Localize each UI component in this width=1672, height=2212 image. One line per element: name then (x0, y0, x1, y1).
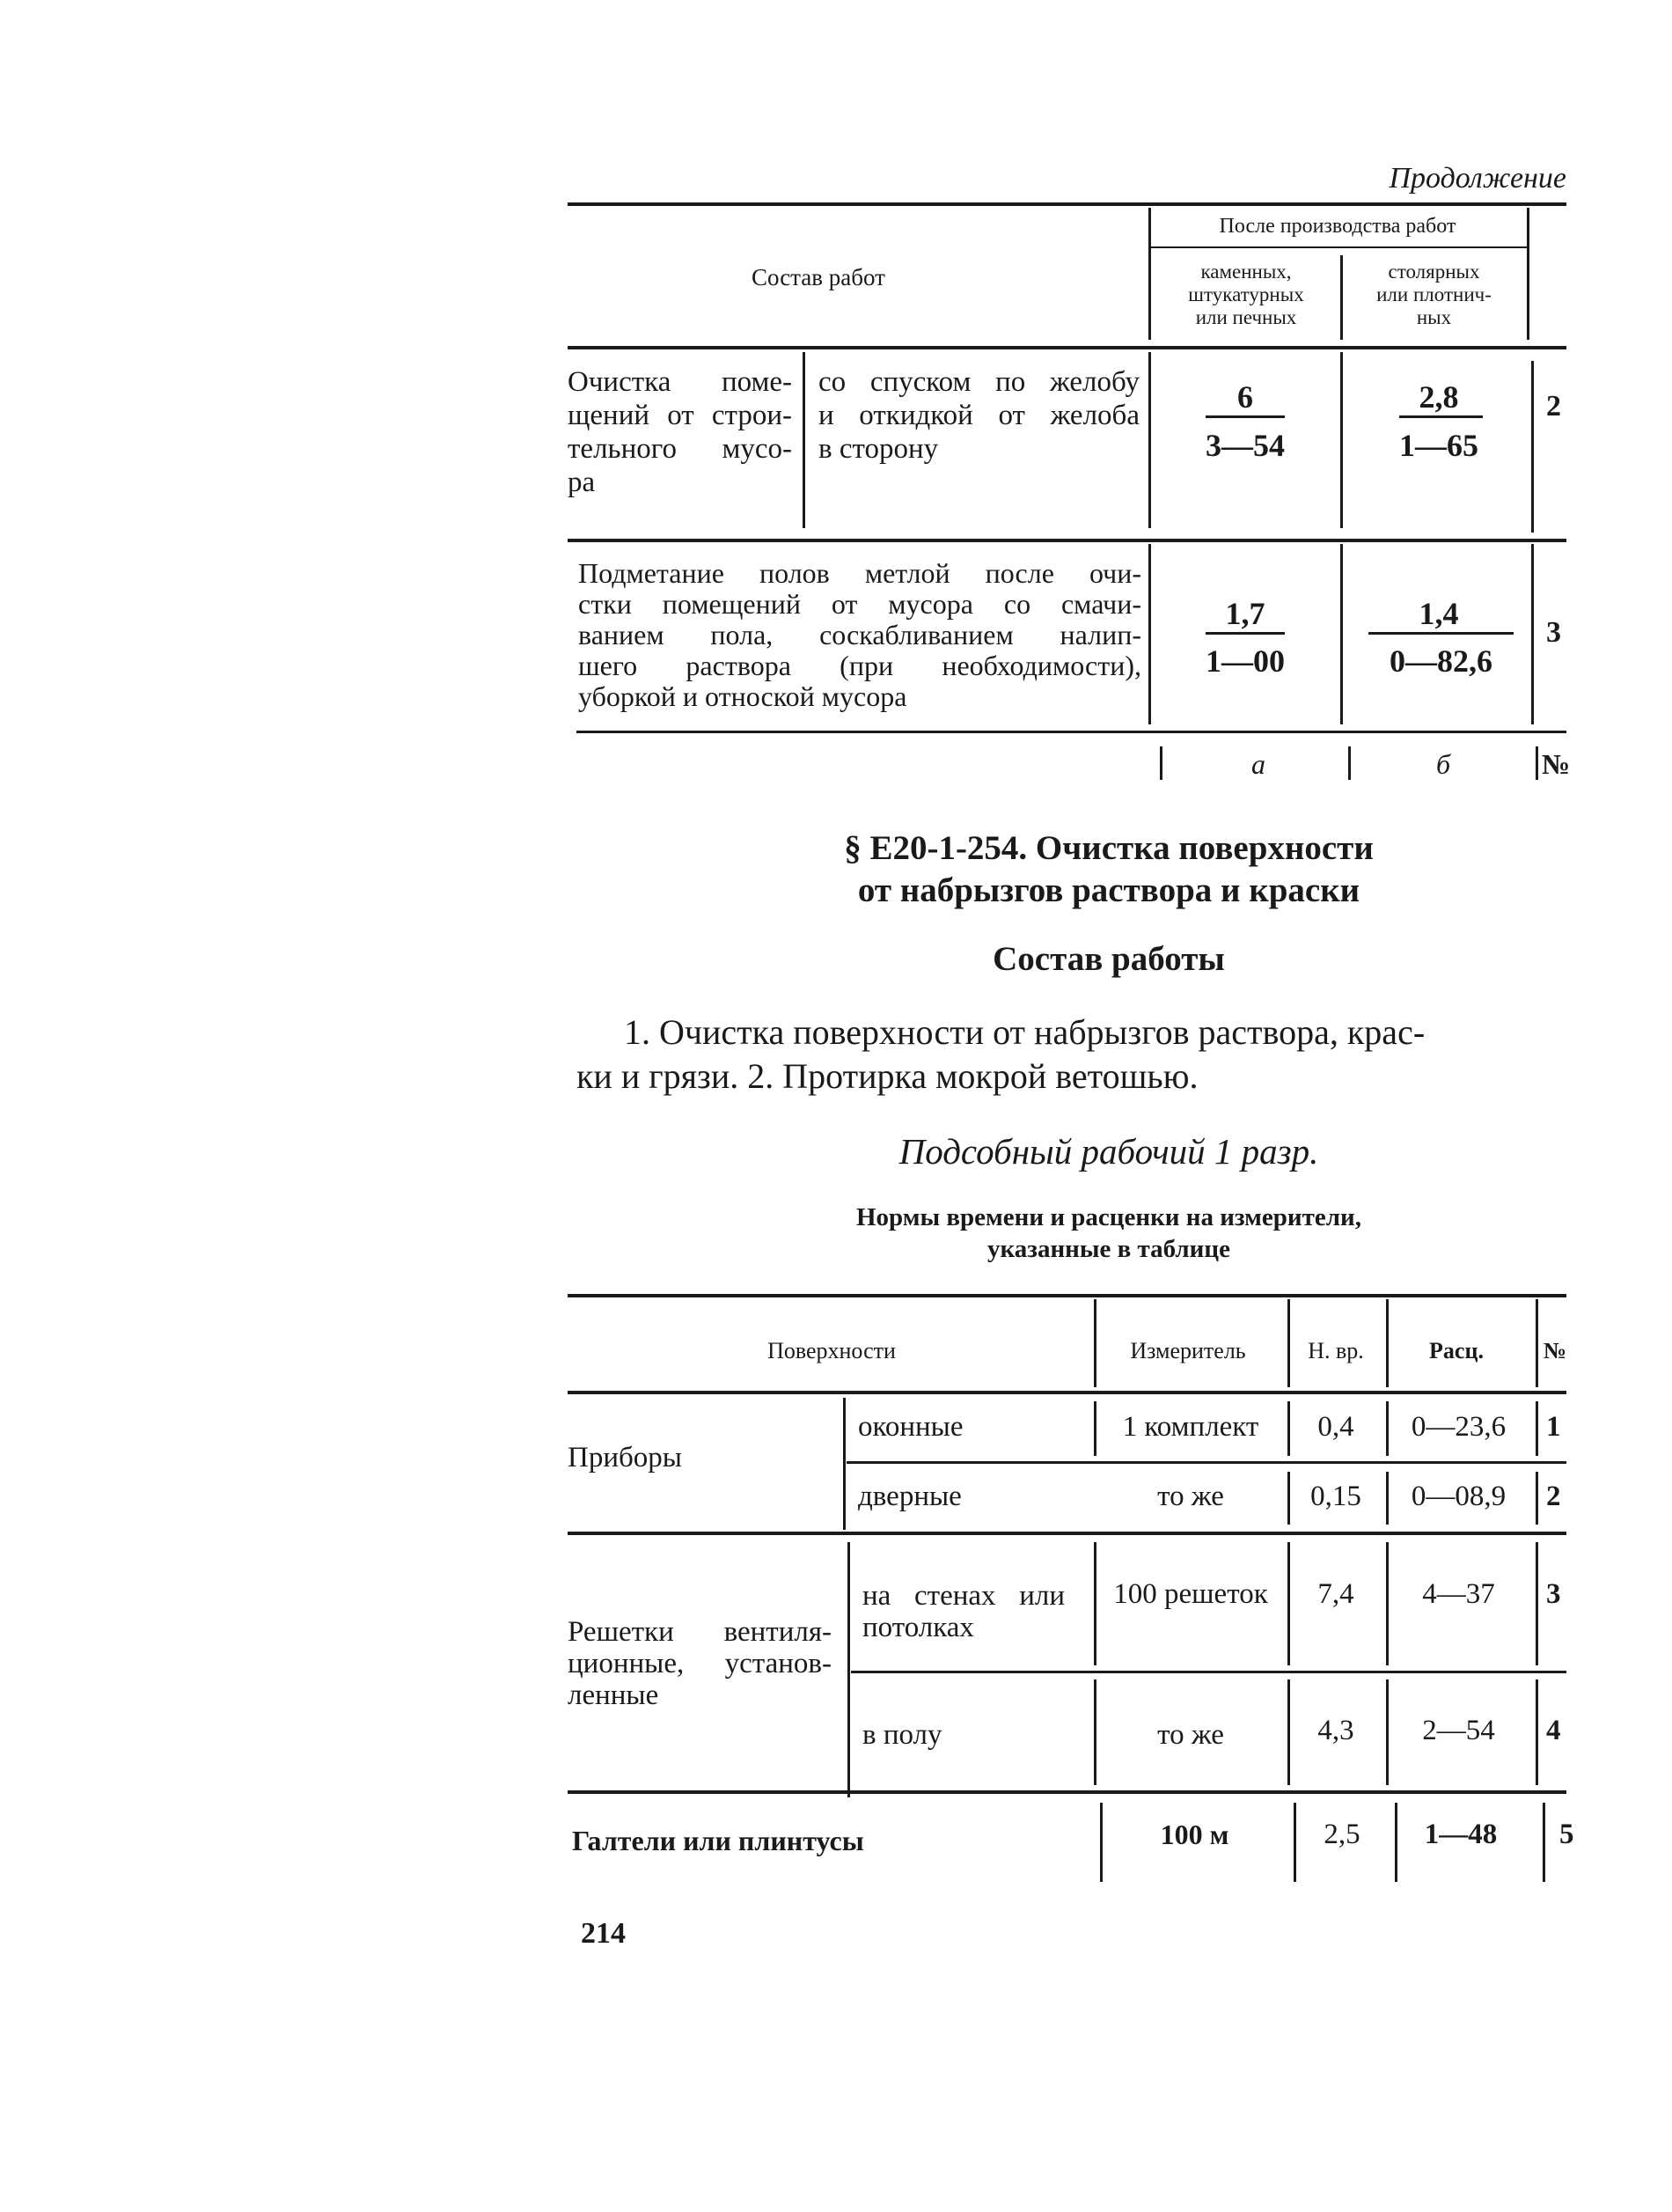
table1-row2-desc-line: Подметание полов метлой после очи- (578, 557, 1141, 589)
table2-divider (1543, 1803, 1545, 1882)
table2-header-rule (568, 1391, 1566, 1394)
table2-header-meter: Измеритель (1130, 1338, 1246, 1363)
table2-row2-nvr: 0,15 (1310, 1481, 1361, 1512)
table1-divider (1148, 544, 1151, 724)
table2-group-instruments: Приборы (568, 1442, 682, 1473)
table2-group-grilles-line: ленные (568, 1679, 659, 1711)
table2-row2-num: 2 (1546, 1481, 1561, 1512)
table1-row1-b-top: 2,8 (1419, 379, 1459, 415)
table2-row5-meter: 100 м (1160, 1819, 1229, 1850)
table1-header-col-b (1344, 261, 1524, 329)
table1-row2-b-bot: 0—82,6 (1390, 643, 1492, 679)
table1-footer-num: № (1542, 748, 1571, 780)
table2-header-surfaces: Поверхности (767, 1338, 896, 1363)
table2-row1-num: 1 (1546, 1411, 1561, 1443)
table2-header-num: № (1543, 1338, 1567, 1363)
table2-row5-name: Галтели или плинтусы (572, 1825, 864, 1856)
section-title (669, 827, 1549, 912)
table2-divider (1386, 1679, 1389, 1785)
table1-divider (1340, 352, 1343, 528)
table1-divider (1536, 746, 1538, 780)
continuation-label: Продолжение (1389, 162, 1566, 195)
section-title-line: § Е20-1-254. Очистка поверхности (844, 829, 1374, 867)
table1-top-rule (568, 202, 1566, 206)
page-number: 214 (581, 1917, 626, 1950)
table2-top-rule (568, 1294, 1566, 1297)
table2-divider (1287, 1401, 1290, 1456)
composition-heading: Состав работы (993, 940, 1225, 978)
table2-row5-nvr: 2,5 (1324, 1819, 1360, 1850)
table1-row2-a-top: 1,7 (1225, 596, 1265, 631)
table1-header-col-a (1153, 261, 1339, 329)
table2-divider (1094, 1299, 1096, 1387)
table2-row1-meter: 1 комплект (1122, 1411, 1259, 1443)
table2-divider (843, 1398, 846, 1530)
table1-row1-method-line: со спуском по желобу (818, 366, 1140, 398)
section-title-line: от набрызгов раствора и краски (857, 871, 1360, 909)
table2-divider (1536, 1472, 1538, 1525)
table2-row4-rate: 2—54 (1422, 1715, 1495, 1746)
table2-divider (1386, 1472, 1389, 1525)
table2-row3-num: 3 (1546, 1578, 1561, 1610)
table2-divider (1294, 1803, 1296, 1882)
table1-header-after-works: После производства работ (1219, 215, 1456, 238)
table2-group-grilles-line: Решетки вентиля- (568, 1616, 832, 1648)
table1-footer-b: б (1435, 748, 1451, 780)
table2-row4-nvr: 4,3 (1317, 1715, 1354, 1746)
table1-header-composition: Состав работ (752, 264, 885, 290)
table1-row1-name-line: ра (568, 467, 596, 498)
table2-divider (1287, 1679, 1290, 1785)
table1-fraction-bar (1399, 415, 1483, 418)
table2-row2-sub: дверные (858, 1481, 962, 1512)
table1-row2-desc-line: ванием пола, соскабливанием налип- (578, 619, 1141, 650)
composition-text-line: ки и грязи. 2. Протирка мокрой ветошью. (576, 1056, 1199, 1096)
table2-divider (1386, 1542, 1389, 1665)
table1-row2-a-bot: 1—00 (1206, 643, 1285, 679)
norms-heading (669, 1202, 1549, 1265)
table1-header-rule (568, 346, 1566, 349)
table2-divider (1287, 1299, 1290, 1387)
table1-header-col-a-line: каменных, (1200, 261, 1292, 283)
table1-row1-a-top: 6 (1237, 379, 1253, 415)
table2-row4-num: 4 (1546, 1715, 1561, 1746)
table1-row2-desc-line: уборкой и отноской мусора (578, 680, 907, 712)
table2-divider (1094, 1401, 1096, 1456)
composition-text (576, 1010, 1571, 1099)
table1-row1-name (568, 365, 792, 499)
table2-group-grilles-line: ционные, установ- (568, 1648, 832, 1679)
table1-row1-method-line: в сторону (818, 433, 939, 465)
table2-row3-nvr: 7,4 (1317, 1578, 1354, 1610)
table1-fraction-bar (1206, 415, 1285, 418)
table2-divider (1287, 1472, 1290, 1525)
table2-group-rule (568, 1790, 1566, 1794)
table1-divider (1527, 208, 1529, 340)
table1-footer-a: а (1251, 748, 1265, 780)
table2-row5-num: 5 (1559, 1819, 1574, 1850)
table1-bottom-rule (576, 731, 1566, 733)
table2-row3-rate: 4—37 (1422, 1578, 1495, 1610)
table2-divider (1094, 1542, 1096, 1665)
table2-row2-meter: то же (1157, 1481, 1224, 1512)
table1-fraction-bar (1368, 632, 1514, 635)
table2-group-rule (568, 1532, 1566, 1535)
table2-row4-sub: в полу (862, 1719, 942, 1751)
table2-row3-sub-line: потолках (862, 1612, 974, 1643)
table2-divider (1386, 1401, 1389, 1456)
table2-header-nvr: Н. вр. (1308, 1338, 1364, 1363)
table1-row2-desc-line: шего раствора (при необходимости), (578, 650, 1141, 681)
table1-divider (1148, 208, 1151, 340)
table1-row1-name-line: тельного мусо- (568, 433, 792, 465)
table2-row3-meter: 100 решеток (1113, 1578, 1268, 1610)
table1-row1-name-line: Очистка поме- (568, 366, 792, 398)
table1-divider (1148, 246, 1527, 248)
table2-divider (1536, 1401, 1538, 1456)
table2-row-rule (847, 1461, 1566, 1464)
table2-divider (1386, 1299, 1389, 1387)
table2-divider (1094, 1679, 1096, 1785)
table2-row1-sub: оконные (858, 1411, 964, 1443)
table1-row1-name-line: щений от строи- (568, 400, 792, 431)
worker-grade: Подсобный рабочий 1 разр. (898, 1131, 1319, 1172)
table1-row2-b-top: 1,4 (1419, 596, 1459, 631)
table2-divider (1536, 1542, 1538, 1665)
table1-row1-num: 2 (1546, 390, 1561, 423)
table1-divider (1531, 544, 1534, 724)
table2-row3-sub-line: на стенах или (862, 1580, 1065, 1612)
norms-heading-line: Нормы времени и расценки на измерители, (856, 1203, 1361, 1231)
table1-row2-num: 3 (1546, 616, 1561, 649)
table1-fraction-bar (1206, 632, 1285, 635)
table2-row1-rate: 0—23,6 (1411, 1411, 1507, 1443)
table1-divider (1348, 746, 1351, 780)
composition-text-line: 1. Очистка поверхности от набрызгов раствора, крас- (624, 1012, 1426, 1052)
table1-divider (1340, 544, 1343, 724)
table2-row-rule (851, 1671, 1566, 1673)
table1-row1-method (818, 365, 1140, 466)
table2-row3-sub (862, 1580, 1065, 1643)
table1-row1-method-line: и откидкой от желоба (818, 400, 1140, 431)
table1-divider (803, 352, 805, 528)
table2-row4-meter: то же (1157, 1719, 1224, 1751)
table1-header-col-b-line: столярных (1388, 261, 1480, 283)
table2-row1-nvr: 0,4 (1317, 1411, 1354, 1443)
table2-group-grilles (568, 1616, 832, 1711)
table2-header-rate: Расц. (1429, 1338, 1484, 1363)
norms-heading-line: указанные в таблице (987, 1235, 1230, 1263)
table1-divider (1148, 352, 1151, 528)
table2-divider (1536, 1299, 1538, 1387)
table2-divider (1395, 1803, 1397, 1882)
table1-divider (1160, 746, 1162, 780)
table1-divider (1531, 361, 1534, 533)
table1-divider (1340, 255, 1343, 340)
table1-row1-b-bot: 1—65 (1399, 428, 1478, 463)
table1-row1-a-bot: 3—54 (1206, 428, 1285, 463)
table1-header-col-a-line: штукатурных (1188, 283, 1304, 305)
table2-divider (1536, 1679, 1538, 1785)
table1-row2-desc (578, 558, 1141, 712)
table1-row-rule (568, 539, 1566, 542)
table2-divider (847, 1542, 850, 1797)
table2-divider (1287, 1542, 1290, 1665)
table1-header-col-b-line: ных (1416, 306, 1452, 328)
table2-row5-rate: 1—48 (1424, 1819, 1498, 1850)
table2-row2-rate: 0—08,9 (1411, 1481, 1507, 1512)
table1-row2-desc-line: стки помещений от мусора со смачи- (578, 588, 1141, 620)
table2-divider (1100, 1803, 1103, 1882)
table1-header-col-a-line: или печных (1195, 306, 1297, 328)
table1-header-col-b-line: или плотнич- (1376, 283, 1492, 305)
